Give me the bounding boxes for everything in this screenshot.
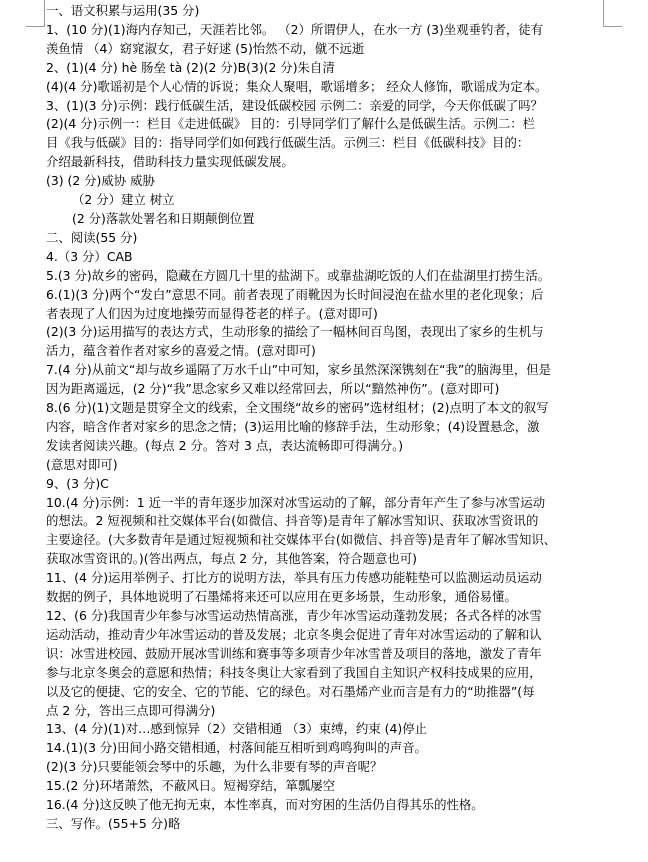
text-line: 以及它的便捷、它的安全、它的节能、它的绿色。对石墨烯产业而言是有力的“助推器”(每 [46,683,535,699]
text-line: 目《我与低碳》目的：指导同学们如何践行低碳生活。示例三：栏目《低碳科技》目的： [46,135,530,151]
page-corner-mark-left [26,0,45,27]
text-line: 数据的例子，具体地说明了石墨烯将来还可以应用在更多场景，生动形象，通俗易懂。 [46,589,517,605]
text-line: 运动活动，推动青少年冰雪运动的普及发展；北京冬奥会促进了青年对冰雪运动的了解和认 [46,626,542,642]
text-line: 发读者阅读兴趣。(每点 2 分。答对 3 点，表达流畅即可得满分。) [46,437,404,453]
text-line: (3) (2 分)威协 威胁 [46,173,155,189]
text-line: 参与北京冬奥会的意愿和热情；科技冬奥让大家看到了我国自主知识产权科技成果的应用， [46,664,542,680]
section-heading-3: 三、写作。(55+5 分)略 [46,815,181,831]
text-line: 16.(4 分)这反映了他无拘无束，本性率真，而对穷困的生活仍自得其乐的性格。 [46,797,484,813]
text-line: 14.(1)(3 分)田间小路交错相通，村落间能互相听到鸡鸣狗叫的声音。 [46,740,427,756]
text-line: 2、(1)(4 分) hè 肠垒 tà (2)(2 分)B(3)(2 分)朱自清 [46,59,335,75]
text-line: 者表现了人们因为过度地操劳而显得苍老的样子。(意对即可) [46,305,378,321]
text-line: 活力，蕴含着作者对家乡的喜爱之情。(意对即可) [46,343,316,359]
text-line: 内容，暗含作者对家乡的思念之情；(3)运用比喻的修辞手法，生动形象；(4)设置悬念，激 [46,418,540,434]
text-line: (4)(4 分)歌谣初是个人心情的诉说；集众人聚唱，歌谣增多； 经众人修饰，歌谣成为定本。 [46,78,548,94]
text-line: 10.(4 分)示例：1 近一半的青年逐步加深对冰雪运动的了解，部分青年产生了参与冰雪运动 [46,494,546,510]
text-line: 11、(4 分)运用举例子、打比方的说明方法，举具有压力传感功能鞋垫可以监测运动员运动 [46,570,542,586]
text-line: (2)(4 分)示例一：栏目《走进低碳》 目的：引导同学们了解什么是低碳生活。示例二：栏 [46,116,536,132]
text-line: (意思对即可) [46,456,118,472]
answer-key-text [46,2,606,834]
text-line: 15.(2 分)环堵萧然，不蔽风日。短褐穿结，箪瓢屡空 [46,778,336,794]
text-line: 1、(10 分)(1)海内存知己，天涯若比邻。 （2）所谓伊人，在水一方 (3)坐观垂钓者，徒有 [46,21,544,37]
text-line: (2)(3 分)运用描写的表达方式，生动形象的描绘了一幅林间百鸟图，表现出了家乡的生机与 [46,324,544,340]
text-line: 8.(6 分)(1)文题是贯穿全文的线索，全文围绕“故乡的密码”选材组材；(2)点明了本文的叙写 [46,400,549,416]
text-line: 主要途径。(大多数青年是通过短视频和社交媒体平台(如微信、抖音等)是青年了解冰雪知识、 [46,532,557,548]
text-line: 羡鱼情 （4）窈窕淑女，君子好逑 (5)怡然不动，僦不远逝 [46,40,365,56]
text-line: 的想法。2 短视频和社交媒体平台(如微信、抖音等)是青年了解冰雪知识、获取冰雪资讯的 [46,513,539,529]
text-line: (2 分)落款处署名和日期颠倒位置 [72,210,255,226]
text-line: 7.(4 分)从前文“却与故乡遥隔了万水千山”中可知，家乡虽然深深镌刻在“我”的脑海里，但是 [46,362,552,378]
text-line: 点 2 分，答出三点即可得满分) [46,702,216,718]
text-line: 5.(3 分)故乡的密码，隐藏在方圆几十里的盐湖下。或靠盐湖吃饭的人们在盐湖里打捞生活。 [46,267,551,283]
text-line: 13、(4 分)(1)对…感到惊异（2）交错相通 （3）束缚，约束 (4)停止 [46,721,427,737]
section-heading-2: 二、阅读(55 分) [46,229,138,245]
text-line: 9、(3 分)C [46,475,109,491]
text-line: 因为距离遥远，(2 分)“我”思念家乡又难以经常回去，所以“黯然神伤”。(意对即可) [46,381,500,397]
text-line: 获取冰雪资讯的。)(答出两点，每点 2 分，其他答案，符合题意也可) [46,551,417,567]
text-line: （2 分）建立 树立 [72,192,175,208]
text-line: 6.(1)(3 分)两个“发白”意思不同。前者表现了雨靴因为长时间浸泡在盐水里的老化现象；后 [46,286,544,302]
text-line: 3、(1)(3 分)示例：践行低碳生活，建设低碳校园 示例二：亲爱的同学，今天你低碳了吗？ [46,97,543,113]
text-line: 识：冰雪进校园、鼓励开展冰雪训练和赛事等多项青少年冰雪普及项目的落地，激发了青年 [46,645,542,661]
text-line: 4.（3 分）CAB [46,248,133,264]
text-line: 12、(6 分)我国青少年参与冰雪运动热情高涨，青少年冰雪运动蓬勃发展；各式各样的冰雪 [46,608,542,623]
text-line: 介绍最新科技，借助科技力量实现低碳发展。 [46,154,294,170]
section-heading-1: 一、语文积累与运用(35 分) [46,3,200,18]
text-line: (2)(3 分)只要能领会琴中的乐趣，为什么非要有琴的声音呢？ [46,759,383,775]
